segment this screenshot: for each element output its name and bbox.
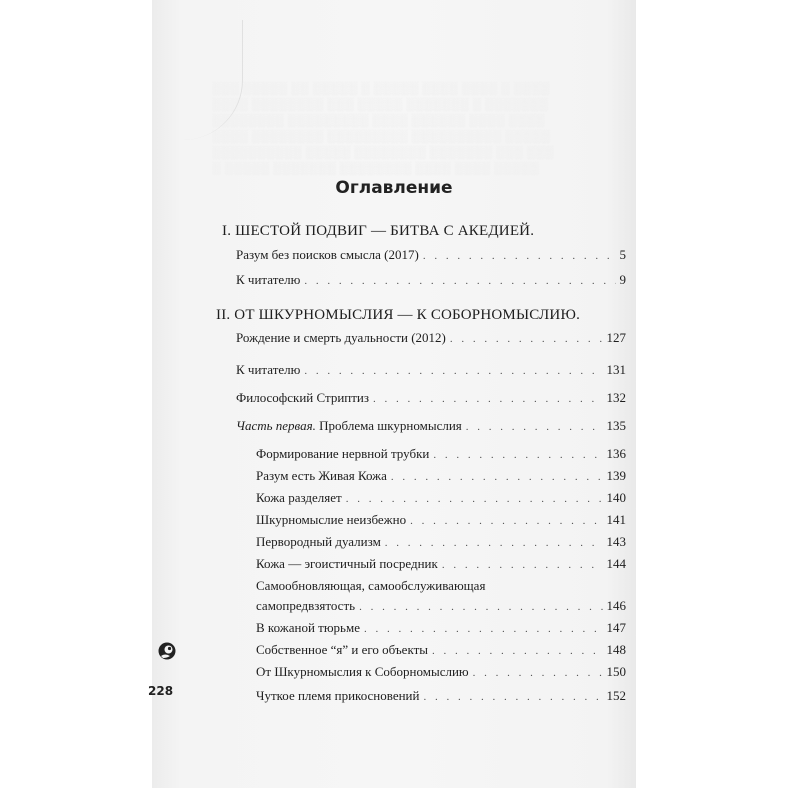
toc-entry-text: Формирование нервной трубки — [256, 446, 430, 461]
leader-dots — [364, 621, 603, 637]
leader-dots — [473, 665, 603, 681]
part-title: Проблема шкурномыслия — [319, 418, 462, 433]
leader-dots — [391, 469, 603, 485]
leader-dots — [423, 248, 616, 264]
toc-entry — [236, 362, 626, 379]
bleed-through-text: ░░░ ░░░░░ ░░ ░░░░░ ░ ░░░░░ ░░░░ ░░░░ ░ ░░░░ ░░░░ ░░░░░░░░ ░░░ ░░░░░ ░░░░░░░ ░ ░░░░░░░ ░░░░░░░░ ░░░░░░░░░ ░░░░ ░░░░░░ ░░░░ ░░░░ ░░░░ ░░░░░░░░ ░░░░░░░░░ ░░░░░░░░░░ ░░░░░ ░░░░░░░░░░ ░░░░░ ░░░░░░░░ ░░░░░░░ ░░░ ░░░ ░ ░░░░░ ░░░░░░░ ░░░░░░░░ ░░░░ ░░░░ ░░░░░ — [212, 81, 554, 175]
book-page — [152, 0, 636, 788]
toc-entry-text: Разум без поисков смысла (2017) — [236, 247, 419, 262]
toc-entry-text: Чуткое племя прикосновений — [256, 688, 420, 703]
toc-entry-text: Кожа разделяет — [256, 490, 342, 505]
toc-entry-text: Первородный дуализм — [256, 534, 381, 549]
toc-entry-page: 144 — [606, 556, 626, 571]
toc-entry-page: 136 — [606, 446, 626, 461]
toc-entry-text: самопредвзятость — [256, 598, 356, 613]
section-title: ШЕСТОЙ ПОДВИГ — БИТВА С АКЕДИЕЙ. — [235, 223, 535, 239]
section-title: ОТ ШКУРНОМЫСЛИЯ — К СОБОРНОМЫСЛИЮ. — [234, 307, 581, 323]
toc-entry — [256, 620, 626, 637]
toc-entry — [236, 272, 626, 289]
section-heading — [216, 306, 580, 324]
leader-dots — [450, 331, 603, 347]
leader-dots — [423, 689, 602, 705]
leader-dots — [466, 419, 603, 435]
leader-dots — [410, 513, 602, 529]
section-numeral: II. — [216, 307, 231, 323]
toc-entry-text: Философский Стриптиз — [236, 390, 370, 405]
leader-dots — [442, 557, 603, 573]
page-title: Оглавление — [335, 178, 453, 198]
toc-entry-page: 131 — [606, 362, 626, 377]
page-number: 228 — [148, 684, 174, 698]
toc-entry-text: Кожа — эгоистичный посредник — [256, 556, 438, 571]
toc-entry-text: К читателю — [236, 272, 301, 287]
toc-entry — [256, 556, 626, 573]
toc-entry-text — [236, 418, 462, 434]
toc-entry — [256, 490, 626, 507]
toc-entry — [256, 642, 626, 659]
toc-entry-text: От Шкурномыслия к Соборномыслию — [256, 664, 469, 679]
toc-entry-text: Собственное “я” и его объекты — [256, 642, 429, 657]
toc-entry-page: 140 — [606, 490, 626, 505]
toc-entry — [256, 446, 626, 463]
toc-entry-text: Шкурномыслие неизбежно — [256, 512, 407, 527]
toc-entry-text: К читателю — [236, 362, 301, 377]
section-numeral: I. — [222, 223, 232, 239]
toc-entry-text: Рождение и смерть дуальности (2012) — [236, 330, 446, 345]
leader-dots — [304, 273, 615, 289]
leader-dots — [304, 363, 602, 379]
toc-entry-page: 150 — [606, 664, 626, 679]
toc-entry-page: 127 — [606, 330, 626, 345]
toc-entry — [256, 598, 626, 615]
toc-entry — [236, 247, 626, 264]
toc-entry — [256, 512, 626, 529]
toc-entry-page: 143 — [606, 534, 626, 549]
toc-entry — [256, 468, 626, 485]
toc-entry-page: 152 — [606, 688, 626, 703]
part-label: Часть первая. — [236, 418, 316, 433]
toc-entry-page: 146 — [606, 598, 626, 613]
toc-entry-page: 147 — [606, 620, 626, 635]
toc-entry-page: 148 — [606, 642, 626, 657]
toc-entry-page: 5 — [619, 247, 626, 262]
toc-entry — [256, 688, 626, 705]
toc-entry-page: 132 — [606, 390, 626, 405]
toc-entry — [236, 330, 626, 347]
section-heading — [222, 222, 534, 240]
leader-dots — [433, 447, 602, 463]
toc-entry-page: 141 — [606, 512, 626, 527]
leader-dots — [373, 391, 602, 407]
publisher-logo-icon — [157, 641, 177, 661]
toc-entry — [236, 418, 626, 435]
toc-entry-page: 135 — [606, 418, 626, 433]
toc-entry-text-line1: Самообновляющая, самообслуживающая — [256, 578, 486, 593]
toc-entry-page: 9 — [619, 272, 626, 287]
toc-entry — [256, 534, 626, 551]
toc-entry-page: 139 — [606, 468, 626, 483]
toc-entry — [236, 390, 626, 407]
toc-entry-text: Разум есть Живая Кожа — [256, 468, 387, 483]
leader-dots — [359, 599, 602, 615]
leader-dots — [432, 643, 602, 659]
toc-entry — [256, 664, 626, 681]
leader-dots — [385, 535, 603, 551]
toc-entry-text: В кожаной тюрьме — [256, 620, 360, 635]
leader-dots — [346, 491, 603, 507]
